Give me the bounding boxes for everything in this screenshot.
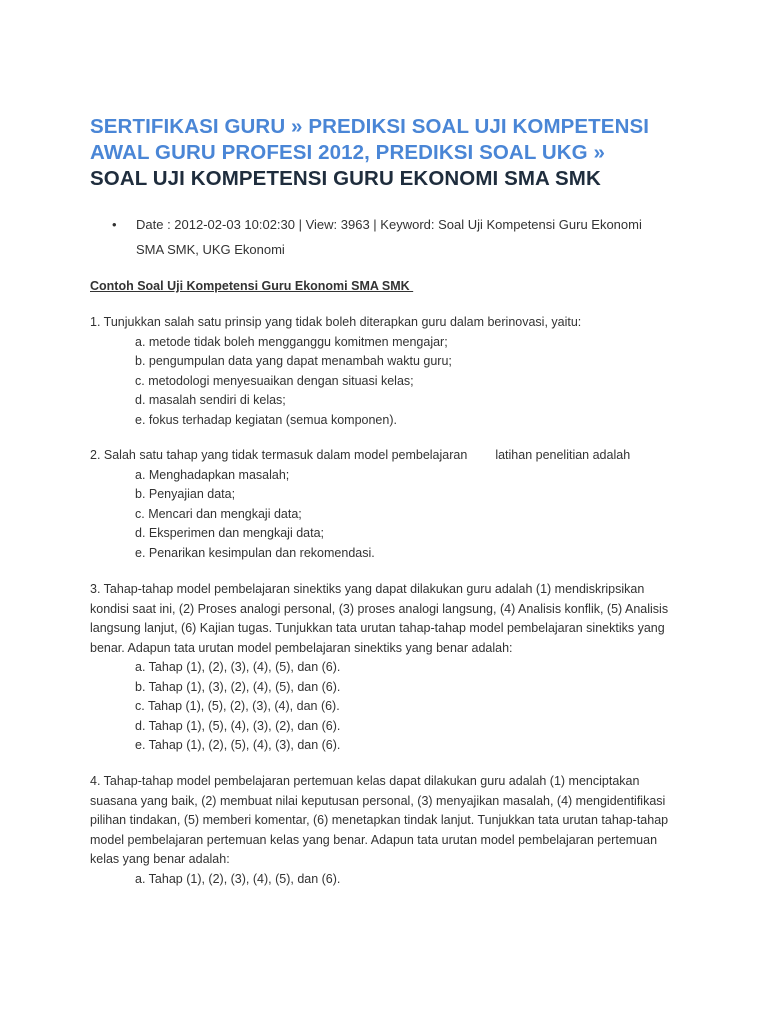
breadcrumb-prediksi-soal[interactable]: PREDIKSI SOAL UJI KOMPETENSI AWAL GURU PROFESI 2012, PREDIKSI SOAL UKG bbox=[90, 115, 650, 164]
question-stem bbox=[90, 446, 680, 466]
answer-option: d. masalah sendiri di kelas; bbox=[135, 393, 286, 407]
question-1 bbox=[90, 313, 680, 430]
question-stem: 1. Tunjukkan salah satu prinsip yang tidak boleh diterapkan guru dalam berinovasi, yaitu: bbox=[90, 315, 582, 329]
answer-option: e. fokus terhadap kegiatan (semua komponen). bbox=[135, 412, 397, 427]
section-heading: Contoh Soal Uji Kompetensi Guru Ekonomi SMA SMK bbox=[90, 279, 414, 293]
page-title bbox=[90, 114, 710, 192]
question-2 bbox=[90, 446, 680, 563]
question-stem: 4. Tahap-tahap model pembelajaran pertemuan kelas dapat dilakukan guru adalah (1) menciptakan suasana yang baik, (2) membuat nilai keputusan personal, (3) menyajikan masalah, (4) mengidentifikasi pilihan tindakan, (5) memberi komentar, (6) menetapkan tindak lanjut. Tunjukkan tata urutan tahap-tahap model pembelajaran pertemuan kelas yang benar. Adapun tata urutan model pembelajaran pertemuan kelas yang benar adalah: bbox=[90, 774, 669, 866]
answer-option: d. Tahap (1), (5), (4), (3), (2), dan (6). bbox=[135, 718, 341, 733]
question-3 bbox=[90, 580, 680, 756]
answer-option: e. Penarikan kesimpulan dan rekomendasi. bbox=[135, 545, 375, 560]
answer-option: c. Tahap (1), (5), (2), (3), (4), dan (6). bbox=[135, 699, 340, 713]
breadcrumb-sertifikasi-guru[interactable]: SERTIFIKASI GURU bbox=[90, 115, 286, 138]
breadcrumb-current: SOAL UJI KOMPETENSI GURU EKONOMI SMA SMK bbox=[90, 167, 601, 190]
answer-option: c. Mencari dan mengkaji data; bbox=[135, 506, 302, 521]
answer-option: b. Tahap (1), (3), (2), (4), (5), dan (6). bbox=[135, 679, 341, 694]
answer-option: a. Tahap (1), (2), (3), (4), (5), dan (6). bbox=[135, 871, 341, 886]
question-4 bbox=[90, 772, 680, 889]
question-stem: 3. Tahap-tahap model pembelajaran sinektiks yang dapat dilakukan guru adalah (1) mendiskripsikan kondisi saat ini, (2) Proses analogi personal, (3) proses analogi langsung, (4) Analisis konflik, (5) Analisis langsung lanjut, (6) Kajian tugas. Tunjukkan tata urutan tahap-tahap model pembelajaran sinektiks yang benar. Adapun tata urutan model pembelajaran sinektiks yang benar adalah: bbox=[90, 582, 669, 655]
question-stem-part: 2. Salah satu tahap yang tidak termasuk dalam model pembelajaran bbox=[90, 448, 468, 462]
answer-option: d. Eksperimen dan mengkaji data; bbox=[135, 526, 324, 540]
answer-option: a. metode tidak boleh mengganggu komitmen mengajar; bbox=[135, 334, 448, 349]
question-stem-part: latihan penelitian adalah bbox=[495, 448, 631, 462]
answer-option: c. metodologi menyesuaikan dengan situasi kelas; bbox=[135, 373, 414, 388]
answer-option: a. Tahap (1), (2), (3), (4), (5), dan (6). bbox=[135, 660, 341, 674]
answer-option: b. pengumpulan data yang dapat menambah waktu guru; bbox=[135, 354, 452, 368]
article-meta bbox=[90, 212, 650, 262]
breadcrumb-separator: » bbox=[587, 141, 606, 164]
answer-option: a. Menghadapkan masalah; bbox=[135, 467, 290, 482]
answer-option: e. Tahap (1), (2), (5), (4), (3), dan (6). bbox=[135, 738, 341, 752]
answer-option: b. Penyajian data; bbox=[135, 487, 236, 501]
meta-text: Date : 2012-02-03 10:02:30 | View: 3963 | Keyword: Soal Uji Kompetensi Guru Ekonomi SMA SMK, UKG Ekonomi bbox=[136, 217, 642, 257]
bullet-icon: • bbox=[112, 217, 117, 232]
breadcrumb-separator: » bbox=[285, 115, 309, 138]
